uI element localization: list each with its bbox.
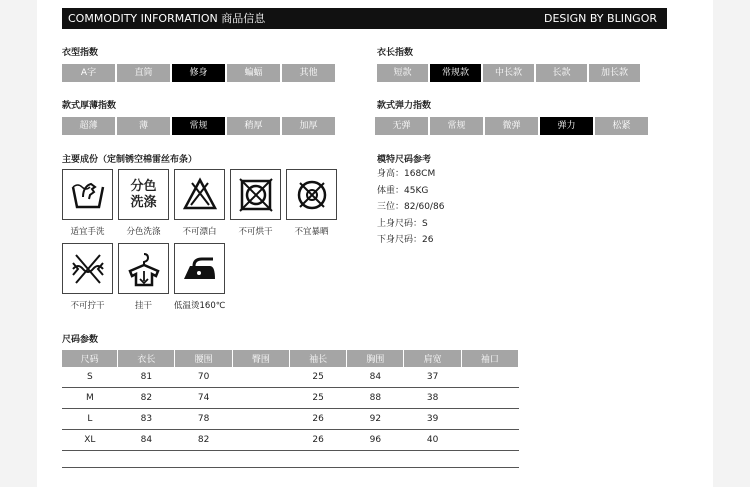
size-column-header-5: 胸围 [347, 350, 404, 367]
size-cell [461, 430, 518, 451]
fit-option-3: 蝙蝠 [227, 64, 280, 82]
size-cell [232, 430, 289, 451]
thickness-option-2: 常规 [172, 117, 225, 135]
model-info [377, 166, 444, 249]
size-column-header-6: 肩宽 [404, 350, 461, 367]
fit-index-title: 衣型指数 [62, 48, 99, 58]
length-option-3: 长款 [536, 64, 587, 82]
length-option-4: 加长款 [589, 64, 640, 82]
care-label: 分色洗涤 [126, 227, 161, 237]
size-table [62, 350, 519, 451]
size-table-header [62, 350, 519, 367]
size-cell [461, 409, 518, 430]
iron-low-icon [174, 243, 225, 294]
table-end-divider [62, 467, 519, 468]
size-column-header-0: 尺码 [62, 350, 118, 367]
care-item-0 [62, 169, 113, 237]
size-cell [461, 367, 518, 388]
size-cell: 26 [289, 409, 346, 430]
thickness-index-title: 款式厚薄指数 [62, 101, 117, 111]
separate-wash-icon: 分色 洗涤 [118, 169, 169, 220]
size-cell: 96 [347, 430, 404, 451]
size-cell: 82 [175, 430, 232, 451]
model-info-line-0: 身高：168CM [377, 169, 436, 179]
fit-option-1: 直筒 [117, 64, 170, 82]
size-cell: 25 [289, 388, 346, 409]
model-info-line-1: 体重：45KG [377, 185, 429, 196]
fit-index-options [62, 64, 335, 82]
length-index-options [377, 64, 640, 82]
fit-option-0: A字 [62, 64, 115, 82]
table-row [62, 430, 519, 451]
size-cell: 26 [289, 430, 346, 451]
elasticity-index-options [375, 117, 648, 135]
size-cell: 78 [175, 409, 232, 430]
fit-option-2: 修身 [172, 64, 225, 82]
thickness-option-3: 稍厚 [227, 117, 280, 135]
care-item-4 [286, 169, 337, 237]
size-cell: 83 [118, 409, 175, 430]
size-cell [461, 388, 518, 409]
care-label: 挂干 [134, 301, 152, 311]
size-cell: 74 [175, 388, 232, 409]
length-option-1: 常规款 [430, 64, 481, 82]
care-item-0 [62, 243, 113, 311]
care-label: 不可烘干 [238, 227, 273, 237]
hand-wash-icon [62, 169, 113, 220]
left-margin-band [0, 0, 37, 487]
size-column-header-3: 臀围 [232, 350, 289, 367]
thickness-index-options [62, 117, 335, 135]
size-column-header-4: 袖长 [289, 350, 346, 367]
header-bar [62, 8, 667, 29]
size-cell: 84 [118, 430, 175, 451]
size-cell: 70 [175, 367, 232, 388]
size-cell: M [62, 388, 118, 409]
size-cell [232, 409, 289, 430]
care-item-3 [230, 169, 281, 237]
elasticity-option-0: 无弹 [375, 117, 428, 135]
thickness-option-1: 薄 [117, 117, 170, 135]
fit-option-4: 其他 [282, 64, 335, 82]
size-cell: 88 [347, 388, 404, 409]
table-row [62, 388, 519, 409]
header-brand: DESIGN BY BLINGOR [543, 12, 657, 25]
size-cell: 39 [404, 409, 461, 430]
thickness-option-4: 加厚 [282, 117, 335, 135]
model-title: 模特尺码参考 [377, 155, 432, 165]
care-label: 不宜暴晒 [294, 227, 329, 237]
table-row [62, 367, 519, 388]
model-info-line-4: 下身尺码：26 [377, 235, 434, 246]
hang-dry-icon [118, 243, 169, 294]
care-item-2 [174, 169, 225, 237]
size-cell: 25 [289, 367, 346, 388]
elasticity-option-3: 弹力 [540, 117, 593, 135]
size-cell [232, 388, 289, 409]
size-cell: 38 [404, 388, 461, 409]
length-option-0: 短款 [377, 64, 428, 82]
elasticity-index-title: 款式弹力指数 [377, 101, 432, 111]
care-label: 不可拧干 [70, 301, 105, 311]
thickness-option-0: 超薄 [62, 117, 115, 135]
size-cell: 40 [404, 430, 461, 451]
care-item-2 [174, 243, 225, 311]
care-icons [62, 169, 337, 317]
length-option-2: 中长款 [483, 64, 534, 82]
size-column-header-2: 腰围 [175, 350, 232, 367]
size-cell: 82 [118, 388, 175, 409]
care-item-1 [118, 243, 169, 311]
length-index-title: 衣长指数 [377, 48, 414, 58]
care-item-1 [118, 169, 169, 237]
model-info-line-3: 上身尺码：S [377, 218, 428, 229]
size-cell: 81 [118, 367, 175, 388]
size-column-header-1: 衣长 [118, 350, 175, 367]
care-label: 适宜手洗 [70, 227, 105, 237]
model-info-line-2: 三位：82/60/86 [377, 202, 445, 213]
size-cell: 37 [404, 367, 461, 388]
elasticity-option-1: 常规 [430, 117, 483, 135]
size-cell [232, 367, 289, 388]
size-column-header-7: 袖口 [461, 350, 518, 367]
size-cell: 84 [347, 367, 404, 388]
no-bleach-icon [174, 169, 225, 220]
elasticity-option-2: 微弹 [485, 117, 538, 135]
size-table-title: 尺码参数 [62, 335, 99, 345]
no-tumble-dry-icon [230, 169, 281, 220]
care-title: 主要成份（定制锈空棉雷丝布条） [62, 155, 198, 165]
table-row [62, 409, 519, 430]
size-cell: L [62, 409, 118, 430]
header-title: COMMODITY INFORMATION 商品信息 [68, 12, 266, 25]
size-cell: S [62, 367, 118, 388]
size-cell: 92 [347, 409, 404, 430]
care-label: 低温烫160℃ [174, 301, 226, 311]
no-wring-icon [62, 243, 113, 294]
size-cell: XL [62, 430, 118, 451]
no-sun-dry-icon [286, 169, 337, 220]
care-label: 不可漂白 [182, 227, 217, 237]
right-margin-band [713, 0, 750, 487]
elasticity-option-4: 松紧 [595, 117, 648, 135]
